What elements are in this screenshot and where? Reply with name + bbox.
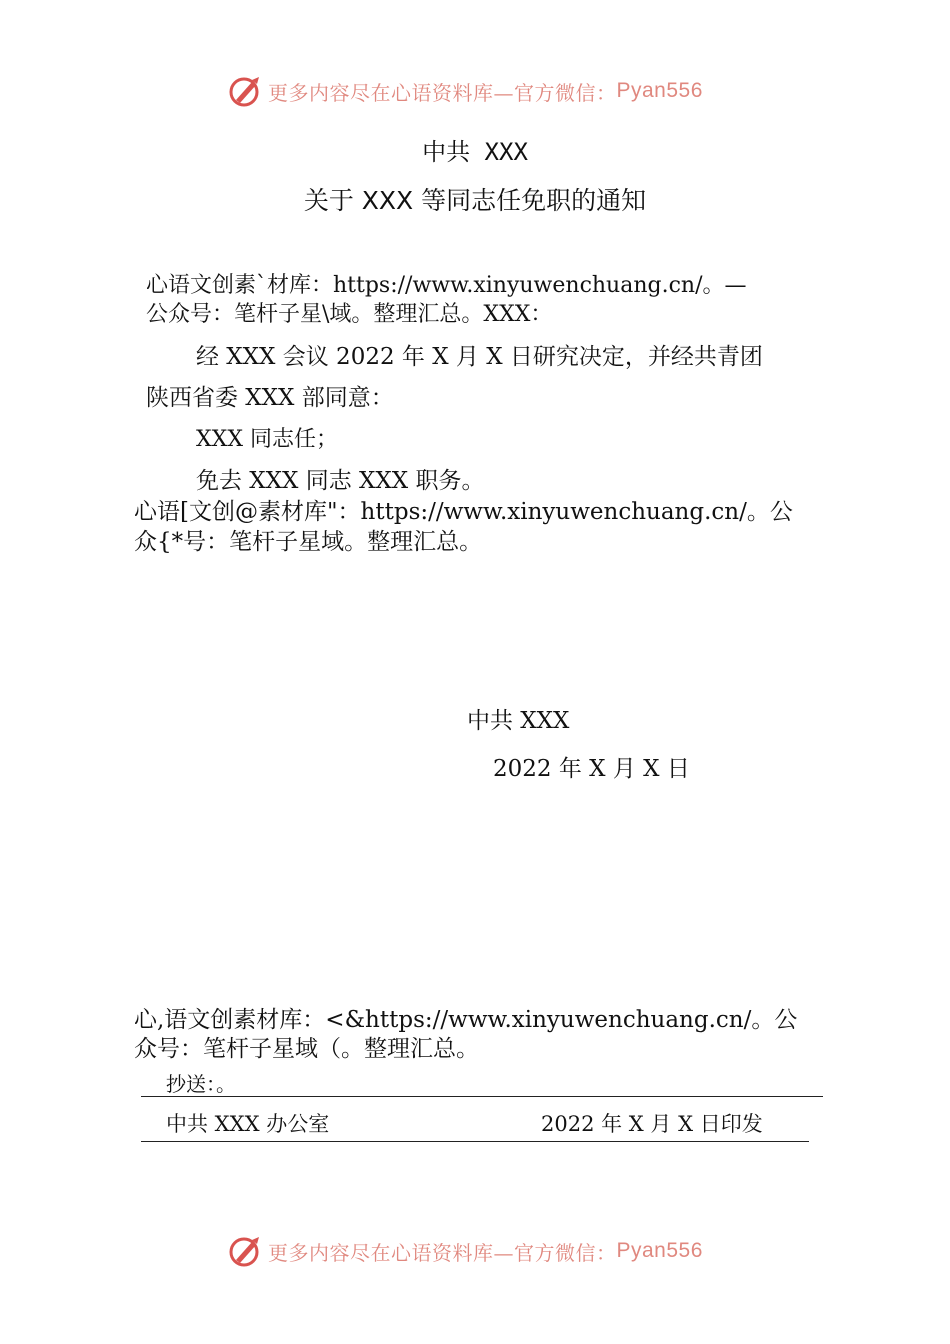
promo-line-3b: 众号：笔杆子星域（。整理汇总。 bbox=[134, 1036, 479, 1062]
signature-org: 中共 XXX bbox=[467, 708, 570, 734]
promo-line-2a: 心语[文创@素材库"：https://www.xinyuwenchuang.cn/。公 bbox=[134, 499, 793, 525]
pen-logo-icon bbox=[228, 1234, 262, 1268]
signature-date: 2022 年 X 月 X 日 bbox=[493, 756, 690, 782]
watermark-top bbox=[228, 74, 703, 108]
watermark-text: 更多内容尽在心语资料库—官方微信： bbox=[268, 80, 617, 105]
issue-date: 2022 年 X 月 X 日印发 bbox=[541, 1112, 763, 1136]
promo-line-3a: 心,语文创素材库：<&https://www.xinyuwenchuang.cn/。公 bbox=[134, 1007, 798, 1033]
dismissal-line: 免去 XXX 同志 XXX 职务。 bbox=[196, 468, 485, 494]
pen-logo-icon bbox=[228, 74, 262, 108]
issuer-office: 中共 XXX 办公室 bbox=[166, 1112, 330, 1136]
document-title: 关于 XXX 等同志任免职的通知 bbox=[303, 186, 647, 215]
divider-bottom bbox=[141, 1141, 809, 1142]
cc-line: 抄送：。 bbox=[166, 1072, 236, 1096]
watermark-id: Pyan556 bbox=[616, 79, 703, 102]
watermark-id: Pyan556 bbox=[616, 1239, 703, 1262]
header-org: 中共 XXX bbox=[422, 138, 528, 166]
paragraph-decision-2: 陕西省委 XXX 部同意： bbox=[146, 385, 394, 411]
promo-line-1b: 公众号：笔杆子星\域。整理汇总。XXX： bbox=[146, 302, 553, 327]
paragraph-decision-1: 经 XXX 会议 2022 年 X 月 X 日研究决定，并经共青团 bbox=[196, 344, 763, 370]
watermark-text: 更多内容尽在心语资料库—官方微信： bbox=[268, 1240, 617, 1265]
appointment-line: XXX 同志任； bbox=[196, 427, 338, 452]
divider-top bbox=[141, 1096, 823, 1097]
promo-line-1a: 心语文创素`材库：https://www.xinyuwenchuang.cn/。— bbox=[146, 273, 747, 298]
promo-line-2b: 众{*号：笔杆子星域。整理汇总。 bbox=[134, 529, 483, 555]
watermark-bottom bbox=[228, 1234, 703, 1268]
